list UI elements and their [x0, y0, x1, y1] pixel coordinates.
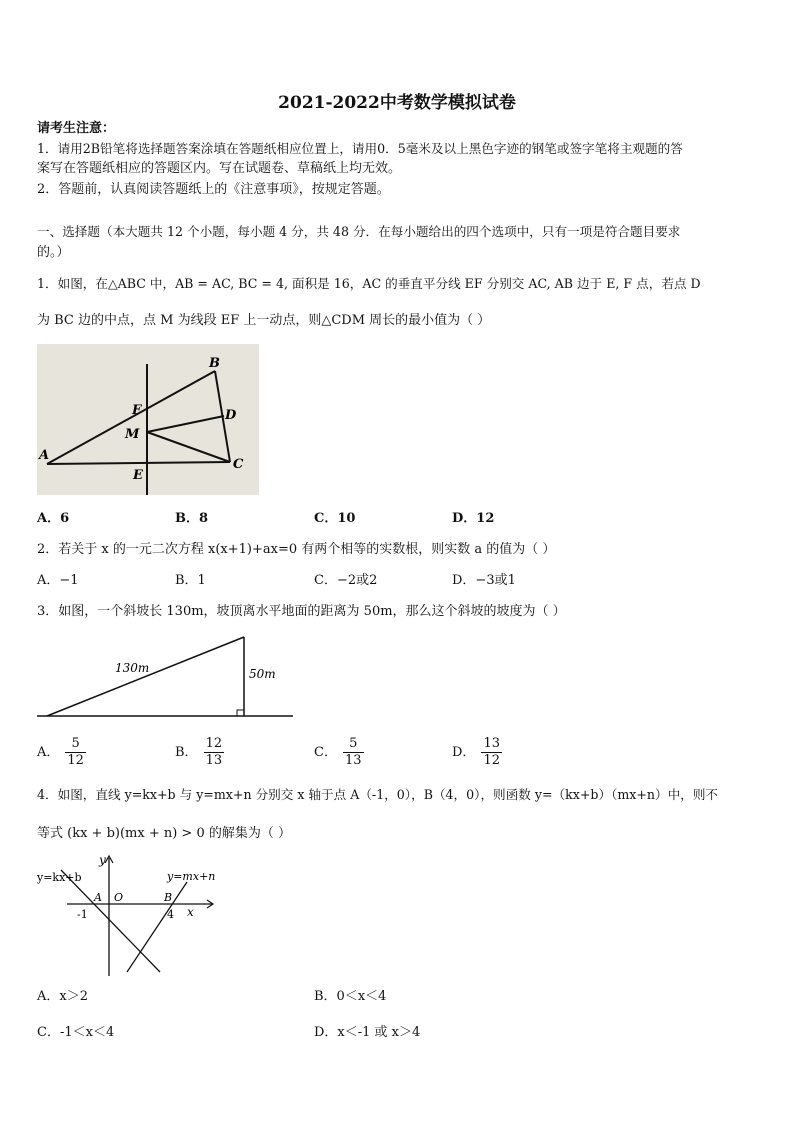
q1-stem-line-2: 为 BC 边的中点，点 M 为线段 EF 上一动点，则△CDM 周长的最小值为（ ） [37, 313, 491, 328]
q3-figure [37, 630, 297, 725]
q1-stem-line-1: 1．如图，在△ABC 中，AB = AC, BC = 4, 面积是 16，AC 的垂直平分线 EF 分别交 AC, AB 边于 E, F 点，若点 D [37, 276, 701, 291]
q2-option-c[interactable]: C．−2或2 [314, 573, 378, 588]
q3-option-a[interactable] [37, 733, 86, 773]
q4-label-y: y [99, 853, 106, 867]
q4-option-d[interactable]: D．x＜-1 或 x＞4 [314, 1025, 421, 1040]
q1-option-a[interactable]: A．6 [37, 511, 70, 526]
q2-option-d[interactable]: D．−3或1 [452, 573, 516, 588]
q1-label-c: C [233, 457, 244, 472]
q1-label-m: M [125, 427, 140, 442]
q1-label-d: D [225, 408, 237, 423]
q4-figure [37, 852, 227, 980]
q4-label-four: 4 [167, 908, 174, 921]
q1-label-b: B [209, 356, 220, 371]
notice-line-3: 2．答题前，认真阅读答题纸上的《注意事项》，按规定答题。 [37, 182, 390, 197]
q1-label-e: E [133, 468, 143, 483]
q3-option-b-letter: B． [175, 745, 198, 760]
q3-option-b-denominator: 13 [205, 753, 223, 768]
q4-label-line1: y=kx+b [37, 871, 82, 884]
q1-option-c[interactable]: C．10 [314, 511, 356, 526]
q3-option-d-denominator: 12 [483, 753, 500, 768]
q4-stem-line-2: 等式 (kx + b)(mx + n) > 0 的解集为（ ） [37, 826, 291, 841]
q3-label-slope: 130m [115, 661, 150, 675]
q4-label-line2: y=mx+n [167, 870, 216, 883]
q4-label-b: B [164, 891, 173, 904]
q1-option-b[interactable]: B．8 [175, 511, 209, 526]
q4-label-neg1: -1 [77, 908, 88, 921]
q4-option-a[interactable]: A．x＞2 [37, 989, 88, 1004]
q3-option-d-numerator: 13 [483, 736, 500, 751]
q3-option-c[interactable] [314, 733, 364, 773]
q3-option-d-letter: D． [452, 745, 476, 760]
q3-option-b-numerator: 12 [205, 736, 223, 751]
section-heading-line-2: 的。） [37, 245, 70, 260]
q1-option-d[interactable]: D．12 [452, 511, 495, 526]
q4-line-mx-n [127, 882, 187, 972]
q1-label-a: A [39, 448, 50, 463]
q2-stem: 2．若关于 x 的一元二次方程 x(x+1)+ax=0 有两个相等的实数根，则实数 a 的值为（ ） [37, 542, 556, 557]
notice-heading: 请考生注意： [37, 121, 116, 136]
q2-option-a[interactable]: A．−1 [37, 573, 79, 588]
q3-option-a-letter: A． [37, 745, 60, 760]
notice-line-2: 案写在答题纸相应的答题区内。写在试题卷、草稿纸上均无效。 [37, 161, 402, 176]
q4-label-x: x [187, 905, 194, 919]
q3-label-height: 50m [249, 667, 276, 681]
q3-option-a-numerator: 5 [65, 736, 86, 753]
q3-option-a-denominator: 12 [67, 753, 84, 768]
q3-option-d[interactable] [452, 733, 502, 773]
section-heading-line-1: 一、选择题（本大题共 12 个小题，每小题 4 分，共 48 分．在每小题给出的四个选项中，只有一项是符合题目要求 [37, 224, 681, 239]
q2-option-b[interactable]: B．1 [175, 573, 206, 588]
q4-stem-line-1: 4．如图，直线 y=kx+b 与 y=mx+n 分别交 x 轴于点 A（-1，0），B（4，0），则函数 y=（kx+b）（mx+n）中，则不 [37, 787, 719, 802]
q3-option-c-numerator: 5 [343, 736, 364, 753]
q3-option-b[interactable] [175, 733, 224, 773]
q1-segment-md [147, 416, 224, 432]
q1-segment-ab [47, 371, 215, 464]
q4-option-c[interactable]: C．-1＜x＜4 [37, 1025, 115, 1040]
q3-option-c-letter: C． [314, 745, 337, 760]
q3-option-c-denominator: 13 [344, 753, 362, 768]
q1-label-f: F [132, 403, 142, 418]
q4-label-a: A [94, 891, 102, 904]
page-title: 2021-2022中考数学模拟试卷 [278, 93, 516, 113]
q4-option-b[interactable]: B．0＜x＜4 [314, 989, 387, 1004]
q4-label-o: O [114, 891, 124, 904]
q3-right-angle-mark [237, 710, 244, 716]
q3-slope-line [47, 637, 244, 716]
q1-figure [37, 344, 259, 495]
q1-segment-mc [147, 432, 230, 462]
q1-segment-ac [47, 462, 230, 464]
q3-stem: 3．如图，一个斜坡长 130m，坡顶离水平地面的距离为 50m，那么这个斜坡的坡度为（ ） [37, 604, 566, 619]
notice-line-1: 1．请用2B铅笔将选择题答案涂填在答题纸相应位置上，请用0．5毫米及以上黑色字迹的钢笔或签字笔将主观题的答 [37, 141, 683, 156]
q4-line-kx-b [61, 870, 160, 972]
